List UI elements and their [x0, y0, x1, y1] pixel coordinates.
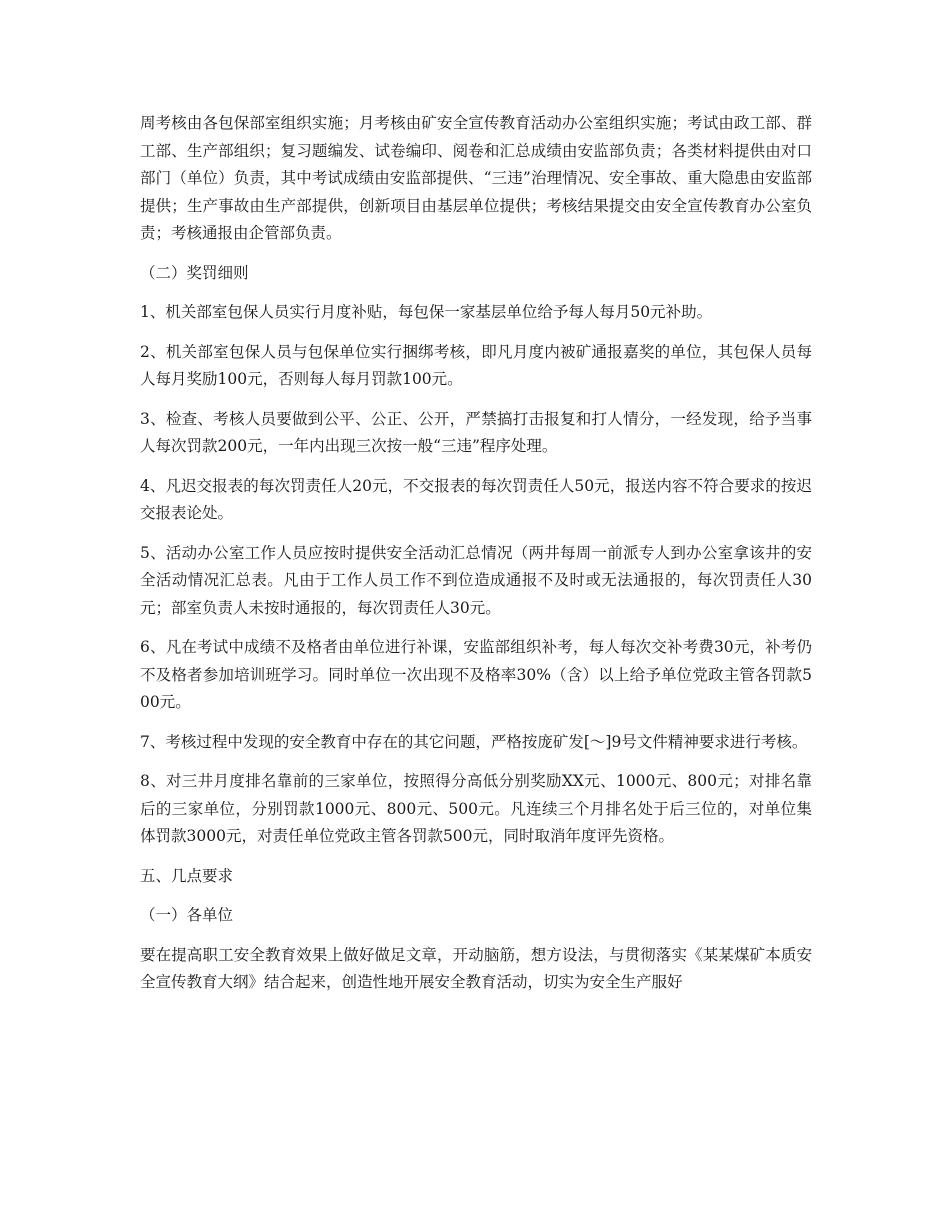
paragraph-units-requirements: 要在提高职工安全教育效果上做好做足文章，开动脑筋，想方设法，与贯彻落实《某某煤矿本质安全宣传教育大纲》结合起来，创造性地开展安全教育活动，切实为安全生产服好	[140, 945, 812, 991]
section-heading-rewards-penalties: （二）奖罚细则	[140, 263, 249, 282]
rule-item-3: 3、检查、考核人员要做到公平、公正、公开，严禁搞打击报复和打人情分，一经发现，给予当事人每次罚款200元，一年内出现三次按一般“三违”程序处理。	[140, 409, 812, 455]
paragraph-assessment-organization: 周考核由各包保部室组织实施；月考核由矿安全宣传教育活动办公室组织实施；考试由政工部、群工部、生产部组织；复习题编发、试卷编印、阅卷和汇总成绩由安监部负责；各类材料提供由对口部门（单位）负责，其中考试成绩由安监部提供、“三违”治理情况、安全事故、重大隐患由安监部提供；生产事故由生产部提供，创新项目由基层单位提供；考核结果提交由安全宣传教育办公室负责；考核通报由企管部负责。	[140, 114, 812, 242]
document-page	[140, 110, 812, 1009]
subsection-heading-units: （一）各单位	[140, 906, 234, 924]
rule-item-7: 7、考核过程中发现的安全教育中存在的其它问题，严格按庞矿发[～]9号文件精神要求进行考核。	[140, 732, 808, 751]
rule-item-5: 5、活动办公室工作人员应按时提供安全活动汇总情况（两井每周一前派专人到办公室拿该井的安全活动情况汇总表。凡由于工作人员工作不到位造成通报不及时或无法通报的，每次罚责任人30元；部室负责人未按时通报的，每次罚责任人30元。	[140, 543, 812, 617]
rule-item-8: 8、对三井月度排名靠前的三家单位，按照得分高低分别奖励XX元、1000元、800元；对排名靠后的三家单位，分别罚款1000元、800元、500元。凡连续三个月排名处于后三位的，对单位集体罚款3000元，对责任单位党政主管各罚款500元，同时取消年度评先资格。	[140, 772, 812, 845]
section-heading-requirements: 五、几点要求	[140, 866, 234, 885]
rule-item-6: 6、凡在考试中成绩不及格者由单位进行补课，安监部组织补考，每人每次交补考费30元，补考仍不及格者参加培训班学习。同时单位一次出现不及格率30%（含）以上给予单位党政主管各罚款500元。	[140, 638, 812, 711]
rule-item-4: 4、凡迟交报表的每次罚责任人20元，不交报表的每次罚责任人50元，报送内容不符合要求的按迟交报表论处。	[140, 476, 812, 522]
rule-item-1: 1、机关部室包保人员实行月度补贴，每包保一家基层单位给予每人每月50元补助。	[140, 303, 713, 321]
rule-item-2: 2、机关部室包保人员与包保单位实行捆绑考核，即凡月度内被矿通报嘉奖的单位，其包保人员每人每月奖励100元，否则每人每月罚款100元。	[140, 342, 812, 388]
